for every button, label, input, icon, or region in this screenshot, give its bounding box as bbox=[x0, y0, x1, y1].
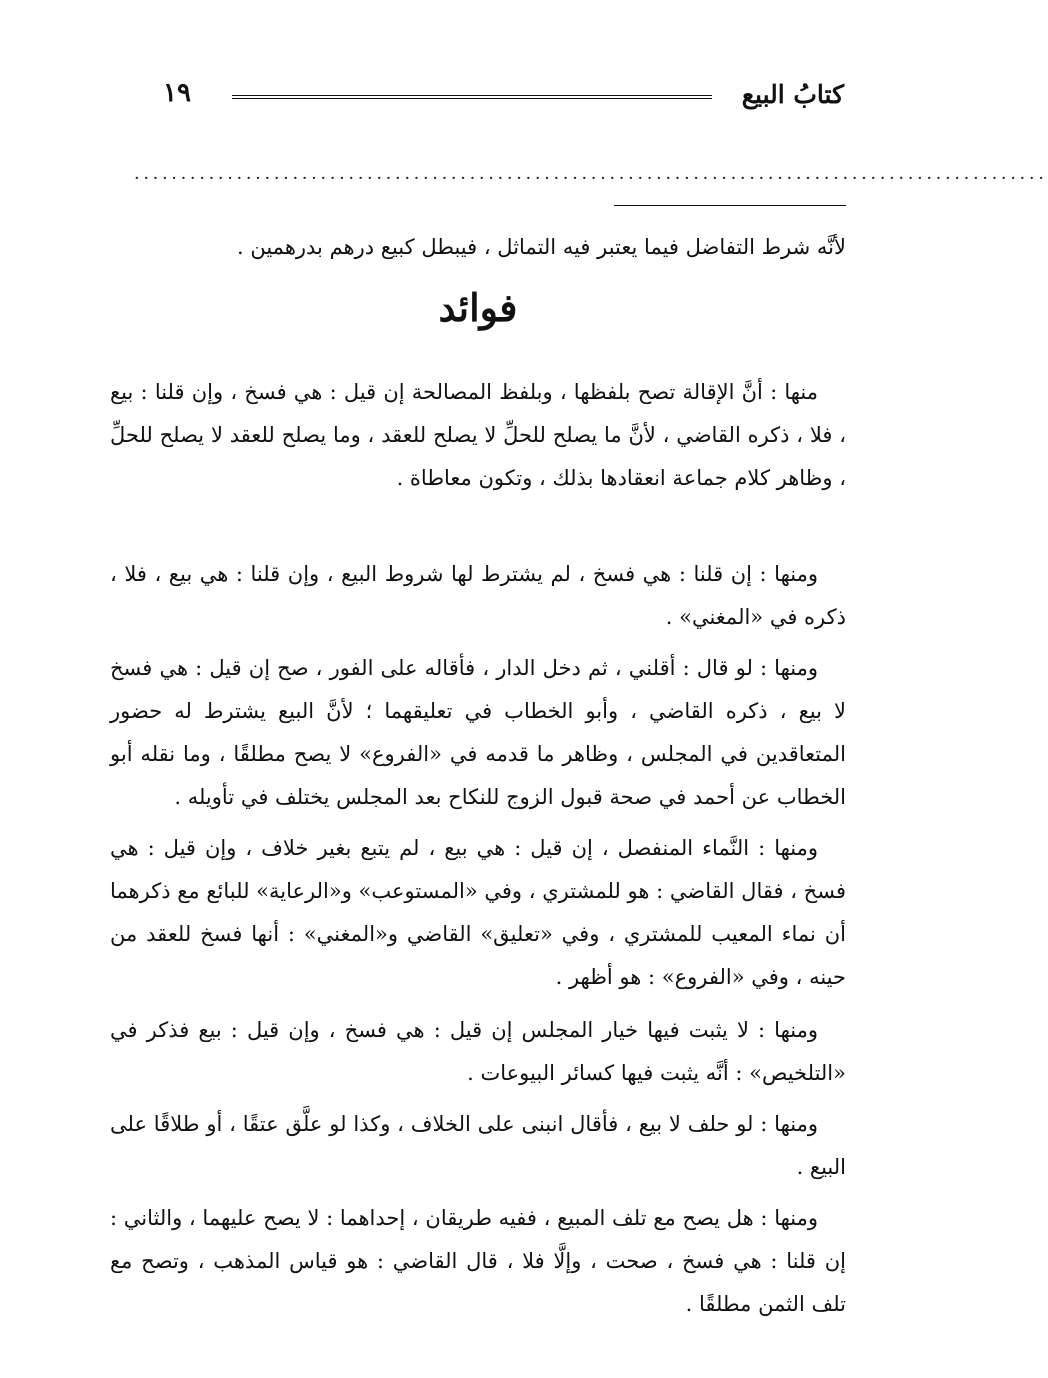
footnote-rule bbox=[614, 205, 846, 206]
header-rule bbox=[232, 95, 712, 99]
paragraph: ومنها : لو قال : أقلني ، ثم دخل الدار ، فأقاله على الفور ، صح إن قيل : هي فسخ لا بيع ، ذكره القاضي ، وأبو الخطاب في تعليقهما ؛ لأنَّ البيع يشترط له حضور المتعاقدين في المجلس ، وظاهر ما قدمه في «الفروع» لا يصح مطلقًا ، وما نقله أبو الخطاب عن أحمد في صحة قبول الزوج للنكاح بعد المجلس يختلف في تأويله . bbox=[110, 656, 846, 809]
paragraph: ومنها : إن قلنا : هي فسخ ، لم يشترط لها شروط البيع ، وإن قلنا : هي بيع ، فلا ، ذكره في «المغني» . bbox=[110, 562, 846, 629]
running-title: كتابُ البيع bbox=[741, 80, 844, 109]
paragraph: ومنها : لو حلف لا بيع ، فأقال انبنى على الخلاف ، وكذا لو علَّق عتقًا ، أو طلاقًا على البيع . bbox=[110, 1112, 846, 1179]
paragraph: منها : أنَّ الإقالة تصح بلفظها ، وبلفظ المصالحة إن قيل : هي فسخ ، وإن قلنا : بيع ، فلا ، ذكره القاضي ، لأنَّ ما يصلح للحلِّ لا يصلح للعقد ، وما يصلح للعقد لا يصلح للحلِّ ، وظاهر كلام جماعة انعقادها بذلك ، وتكون معاطاة . bbox=[110, 380, 846, 490]
section-title: فوائد bbox=[438, 285, 518, 330]
footnote-continuation: لأنَّه شرط التفاضل فيما يعتبر فيه التماثل ، فيبطل كبيع درهم بدرهمين . bbox=[237, 235, 846, 259]
paragraph: ومنها : النَّماء المنفصل ، إن قيل : هي بيع ، لم يتبع بغير خلاف ، وإن قيل : هي فسخ ، فقال القاضي : هو للمشتري ، وفي «المستوعب» و«الرعاية» للبائع مع ذكرهما أن نماء المعيب للمشتري ، وفي «تعليق» القاضي و«المغني» : أنها فسخ للعقد من حينه ، وفي «الفروع» : هو أظهر . bbox=[110, 836, 846, 989]
paragraph: ومنها : لا يثبت فيها خيار المجلس إن قيل : هي فسخ ، وإن قيل : بيع فذكر في «التلخيص» : أنَّه يثبت فيها كسائر البيوعات . bbox=[110, 1018, 846, 1085]
page-number: ١٩ bbox=[163, 78, 191, 108]
dotted-separator: ·································································································· bbox=[134, 168, 1048, 189]
paragraph: ومنها : هل يصح مع تلف المبيع ، ففيه طريقان ، إحداهما : لا يصح عليهما ، والثاني : إن قلنا : هي فسخ ، صحت ، وإلَّا فلا ، قال القاضي : هو قياس المذهب ، وتصح مع تلف الثمن مطلقًا . bbox=[110, 1206, 846, 1316]
